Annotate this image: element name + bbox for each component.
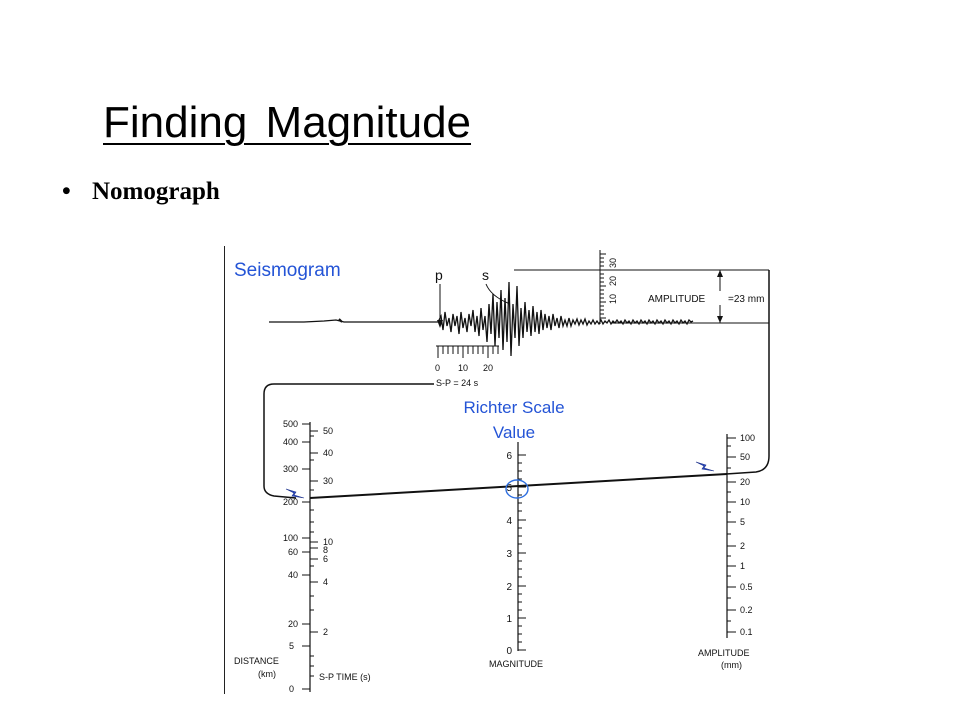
distance-tick: 5 — [288, 641, 294, 651]
bullet-text: Nomograph — [92, 178, 220, 205]
richter-label-line1: Richter Scale — [463, 398, 565, 417]
magnitude-axis-label: MAGNITUDE — [489, 659, 543, 669]
seismogram-label: Seismogram — [234, 260, 341, 281]
amplitude-scale-tick: 0.1 — [740, 627, 753, 637]
sp-time-tick: 30 — [323, 476, 334, 486]
distance-tick: 200 — [282, 497, 298, 507]
p-wave-label: p — [435, 267, 443, 283]
nomograph-svg — [224, 246, 785, 694]
amplitude-scale-tick: 50 — [740, 452, 751, 462]
amplitude-scale-tick-labels — [740, 433, 755, 637]
amplitude-marker-icon — [696, 462, 714, 471]
sp-label: S-P = 24 s — [436, 378, 479, 388]
time-ruler-ticks — [438, 346, 498, 358]
magnitude-tick: 6 — [506, 451, 512, 462]
time-tick-10: 10 — [458, 363, 469, 373]
distance-tick: 40 — [287, 570, 298, 580]
amplitude-scale-tick: 2 — [740, 541, 746, 551]
magnitude-tick: 4 — [506, 516, 512, 527]
amplitude-scale-tick: 5 — [740, 517, 746, 527]
amplitude-arrow-down — [717, 316, 723, 323]
magnitude-axis-ticks — [518, 455, 526, 650]
distance-tick: 500 — [282, 419, 298, 429]
nomograph-figure — [224, 246, 785, 694]
s-arrow — [486, 284, 510, 304]
distance-tick-labels — [283, 419, 298, 694]
amplitude-unit: (mm) — [721, 660, 742, 670]
distance-tick: 0 — [288, 684, 294, 694]
amplitude-scale-tick: 100 — [740, 433, 756, 443]
sp-time-tick: 4 — [323, 577, 329, 587]
seismogram-trace — [269, 282, 693, 356]
distance-tick: 400 — [282, 437, 298, 447]
slide-title: Finding Magnitude — [103, 98, 472, 147]
amplitude-scale-tick: 0.2 — [740, 605, 753, 615]
magnitude-tick: 3 — [506, 549, 512, 560]
sp-time-tick: 8 — [323, 545, 329, 555]
amp-ruler-tick-30: 30 — [608, 257, 618, 268]
time-tick-20: 20 — [483, 363, 494, 373]
magnitude-tick: 5 — [506, 483, 512, 494]
sp-time-tick: 50 — [323, 426, 334, 436]
amplitude-text: AMPLITUDE — [648, 294, 706, 305]
amplitude-scale-tick: 0.5 — [740, 582, 753, 592]
richter-label-line2: Value — [492, 423, 536, 442]
amplitude-arrow-up — [717, 270, 723, 277]
distance-tick: 300 — [282, 464, 298, 474]
amplitude-axis-ticks — [727, 438, 736, 632]
amplitude-scale-tick: 10 — [740, 497, 751, 507]
sp-time-tick-labels — [323, 426, 333, 637]
magnitude-tick: 0 — [506, 646, 512, 657]
seismogram-dot — [339, 319, 342, 322]
magnitude-tick: 1 — [506, 614, 512, 625]
amplitude-scale-tick: 20 — [740, 477, 751, 487]
amplitude-scale-tick: 1 — [740, 561, 746, 571]
amplitude-axis-label: AMPLITUDE — [698, 648, 750, 658]
distance-tick: 20 — [287, 619, 298, 629]
amp-ruler-tick-20: 20 — [608, 275, 618, 286]
sp-time-tick: 40 — [323, 448, 334, 458]
amp-ruler-tick-10: 10 — [608, 293, 618, 304]
sp-time-tick: 6 — [323, 554, 329, 564]
sp-time-axis-label: S-P TIME (s) — [319, 672, 371, 682]
sp-time-tick: 2 — [323, 627, 329, 637]
bullet-item — [62, 178, 220, 206]
magnitude-tick: 2 — [506, 582, 512, 593]
amplitude-value: =23 mm — [728, 294, 765, 305]
distance-axis-label: DISTANCE — [234, 656, 279, 666]
bullet-dot: • — [62, 178, 71, 205]
distance-tick: 60 — [287, 547, 298, 557]
distance-tick: 100 — [282, 533, 298, 543]
time-tick-0: 0 — [435, 363, 441, 373]
sp-time-tick: 10 — [323, 537, 334, 547]
amplitude-ruler-ticks — [600, 254, 606, 318]
distance-unit: (km) — [258, 669, 276, 679]
s-wave-label: s — [482, 267, 489, 283]
